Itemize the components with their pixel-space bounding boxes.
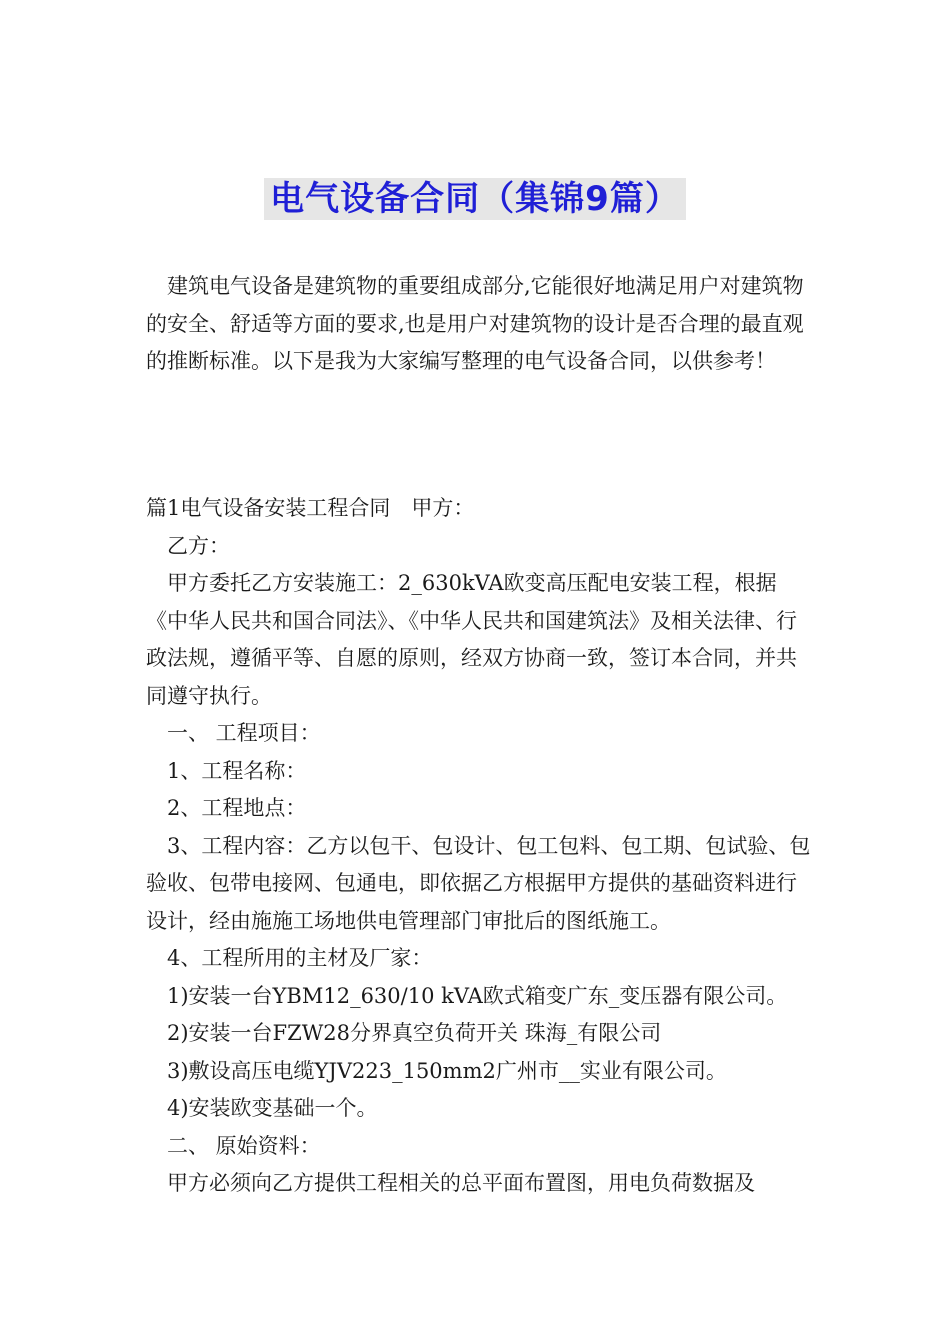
project-content-paragraph: 3、工程内容：乙方以包干、包设计、包工包料、包工期、包试验、包验收、包带电接网、包通电，即依据乙方根据甲方提供的基础资料进行设计，经由施施工场地供电管理部门审批后的图纸施工。 — [146, 833, 811, 933]
materials-heading: 4、工程所用的主材及厂家： — [167, 946, 433, 970]
project-location-line: 2、工程地点： — [167, 796, 307, 820]
original-data-paragraph: 甲方必须向乙方提供工程相关的总平面布置图，用电负荷数据及 — [167, 1171, 755, 1195]
project-name-line: 1、工程名称： — [167, 758, 307, 783]
document-title: 电气设备合同（集锦9篇） — [264, 178, 686, 220]
original-data-heading: 二、 原始资料： — [167, 1133, 321, 1158]
commission-paragraph: 甲方委托乙方安装施工：2_630kVA欧变高压配电安装工程，根据《中华人民共和国合同法》、《中华人民共和国建筑法》及相关法律、行政法规，遵循平等、自愿的原则，经双方协商一致，签订本合同，并共同遵守执行。 — [146, 571, 797, 708]
material-item: 1)安装一台YBM12_630/10 kVA欧式箱变广东_变压器有限公司。 — [167, 983, 788, 1008]
party-b-line: 乙方： — [167, 533, 230, 558]
contract-body — [146, 490, 814, 1203]
project-items-heading: 一、 工程项目： — [167, 721, 321, 745]
material-item: 3)敷设高压电缆YJV223_150mm2广州市__实业有限公司。 — [167, 1058, 727, 1083]
material-item: 4)安装欧变基础一个。 — [167, 1096, 378, 1120]
title-container — [0, 178, 950, 220]
material-item: 2)安装一台FZW28分界真空负荷开关 珠海_有限公司 — [167, 1021, 662, 1045]
section-heading: 篇1电气设备安装工程合同 甲方： — [146, 496, 475, 520]
intro-paragraph: 建筑电气设备是建筑物的重要组成部分,它能很好地满足用户对建筑物的安全、舒适等方面的要求,也是用户对建筑物的设计是否合理的最直观的推断标准。以下是我为大家编写整理的电气设备合同，以供参考！ — [146, 274, 804, 373]
